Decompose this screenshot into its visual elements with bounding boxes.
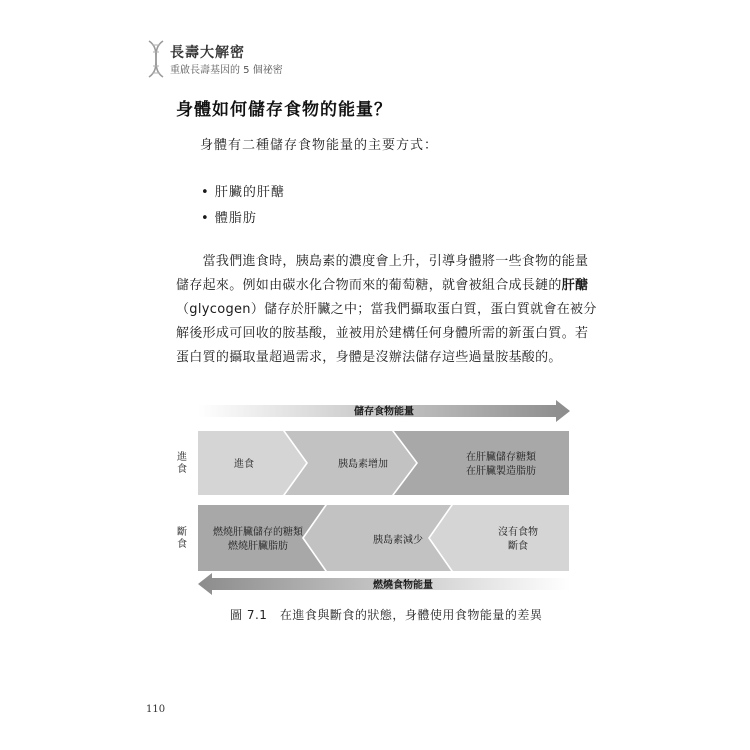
feeding-step-text: 進食: [234, 459, 254, 470]
paragraph-line: 蛋白質的攝取量超過需求，身體是沒辦法儲存這些過量胺基酸的。: [176, 350, 562, 365]
bullet-text: 肝臟的肝醣: [214, 185, 285, 200]
row-label-fasting: 食: [177, 539, 187, 550]
paragraph-line: [176, 274, 589, 298]
fasting-step-text: 斷食: [508, 541, 528, 552]
row-label-feeding: 食: [177, 464, 187, 475]
page-number: 110: [146, 704, 166, 715]
figure-diagram: [168, 398, 578, 618]
fasting-step-shape: [430, 505, 569, 571]
row-label-feeding: 進: [177, 452, 187, 463]
dna-icon: [146, 40, 166, 78]
fasting-step-text: 燃燒肝臟脂肪: [228, 541, 288, 552]
feeding-step-text: 胰島素增加: [338, 459, 388, 470]
running-header: [146, 40, 406, 80]
feeding-step-text: 在肝臟製造脂肪: [466, 466, 536, 477]
figure-caption: 圖 7.1 在進食與斷食的狀態，身體使用食物能量的差異: [230, 608, 543, 622]
section-heading: 身體如何儲存食物的能量？: [176, 100, 392, 120]
fasting-step-text: 沒有食物: [498, 527, 538, 538]
row-label-fasting: 斷: [177, 527, 187, 538]
bullet-item: • 肝臟的肝醣: [201, 185, 285, 200]
burn-energy-label: 燃燒食物能量: [373, 580, 433, 591]
book-title: 長壽大解密: [170, 45, 245, 61]
paragraph-line-text: 儲存起來。例如由碳水化合物而來的葡萄糖，就會被組合成長鏈的: [176, 278, 562, 293]
feeding-step-text: 在肝臟儲存糖類: [466, 452, 536, 463]
paragraph-line: 解後形成可回收的胺基酸，並被用於建構任何身體所需的新蛋白質。若: [176, 326, 589, 341]
paragraph-line: 當我們進食時，胰島素的濃度會上升，引導身體將一些食物的能量: [176, 254, 589, 269]
figure-energy-storage: [168, 398, 578, 618]
fasting-step-text: 胰島素減少: [373, 535, 423, 546]
bullet-text: 體脂肪: [214, 211, 257, 226]
bullet-item: • 體脂肪: [201, 211, 257, 226]
intro-text: 身體有二種儲存食物能量的主要方式：: [200, 138, 439, 153]
paragraph-line: （glycogen）儲存於肝臟之中；當我們攝取蛋白質，蛋白質就會在被分: [176, 302, 597, 317]
fasting-step-text: 燃燒肝臟儲存的糖類: [213, 527, 303, 538]
book-subtitle: 重啟長壽基因的 5 個祕密: [170, 65, 283, 76]
store-energy-label: 儲存食物能量: [354, 406, 414, 418]
feeding-step-shape: [394, 431, 569, 495]
bold-term: 肝醣: [561, 278, 589, 293]
